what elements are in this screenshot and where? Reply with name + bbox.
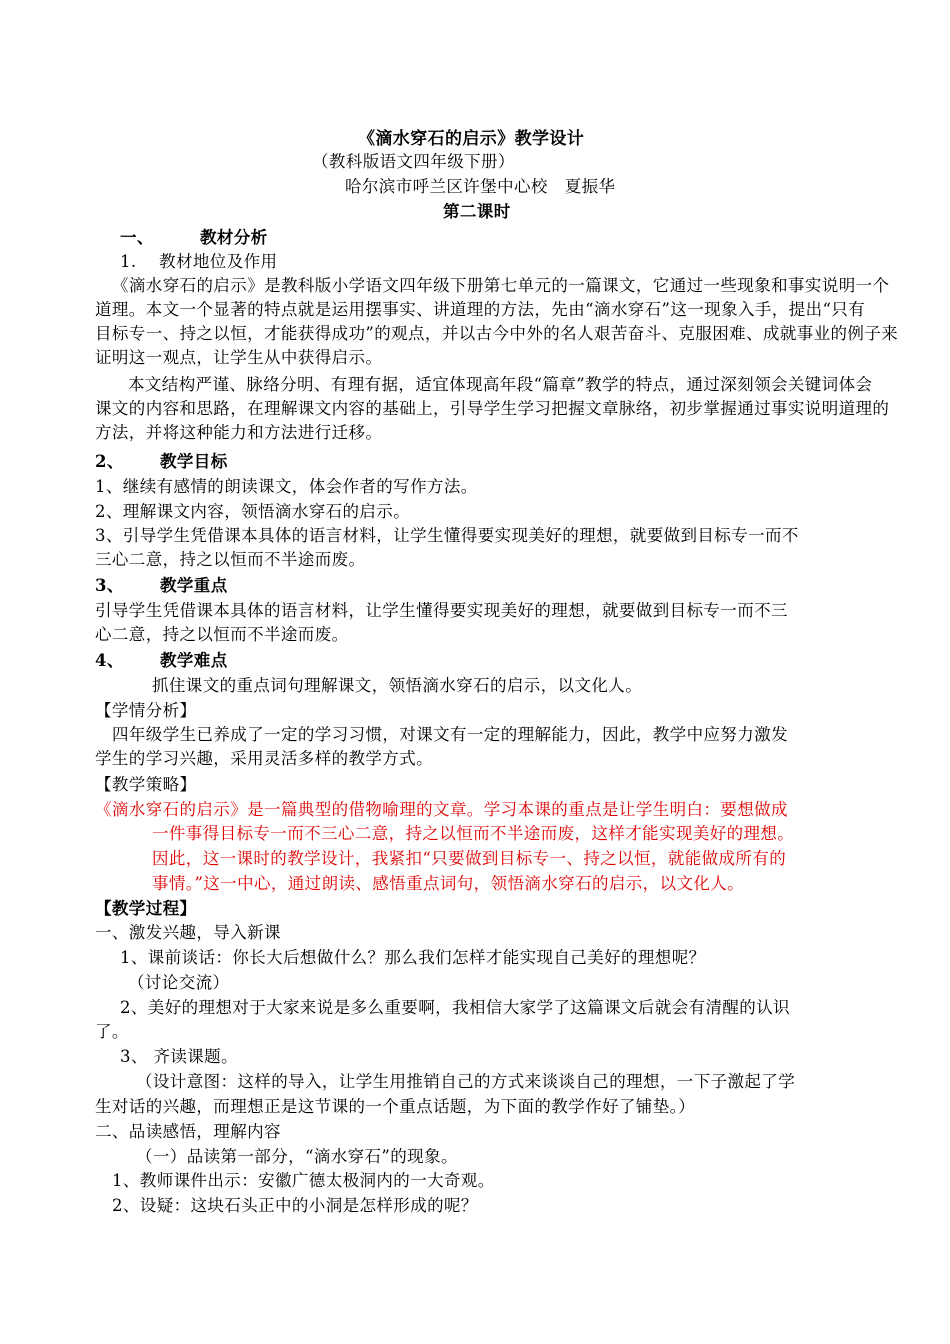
para1-line: 目标专一、持之以恒，才能获得成功”的观点，并以古今中外的名人艰苦奋斗、克服困难、成就事业的例子来: [95, 324, 899, 343]
strategy-line: 《滴水穿石的启示》是一篇典型的借物喻理的文章。学习本课的重点是让学生明白：要想做成: [95, 800, 788, 819]
design-intent: （设计意图：这样的导入，让学生用推销自己的方式来谈谈自己的理想，一下子激起了学: [136, 1072, 796, 1091]
para1-line: 《滴水穿石的启示》是教科版小学语文四年级下册第七单元的一篇课文，它通过一些现象和事实说明一个: [112, 276, 890, 295]
process-step: （讨论交流）: [128, 973, 230, 992]
lesson-label: 第二课时: [443, 202, 511, 221]
section4-number: 4、: [95, 651, 124, 670]
doc-title: 《滴水穿石的启示》教学设计: [358, 129, 585, 149]
difficulty-line: 抓住课文的重点词句理解课文，领悟滴水穿石的启示，以文化人。: [152, 676, 643, 695]
section1-subheading: 1. 教材地位及作用: [120, 252, 278, 271]
process-part2: 二、品读感悟，理解内容: [95, 1122, 281, 1141]
section1-number: 一、: [120, 228, 154, 247]
section3-heading: 教学重点: [160, 576, 228, 595]
goal-item: 2、理解课文内容，领悟滴水穿石的启示。: [95, 502, 411, 521]
doc-author: 哈尔滨市呼兰区许堡中心校 夏振华: [345, 177, 616, 196]
para2-line: 本文结构严谨、脉络分明、有理有据，适宜体现高年段“篇章”教学的特点，通过深刻领会关键词体会: [128, 375, 873, 394]
doc-subtitle: （教科版语文四年级下册）: [312, 152, 515, 171]
keypoint-line: 引导学生凭借课本具体的语言材料，让学生懂得要实现美好的理想，就要做到目标专一而不三: [95, 601, 788, 620]
process-step: 1、教师课件出示：安徽广德太极洞内的一大奇观。: [112, 1171, 495, 1190]
process-step: 2、美好的理想对于大家来说是多么重要啊，我相信大家学了这篇课文后就会有清醒的认识: [120, 998, 790, 1017]
process-step: 了。: [95, 1022, 129, 1041]
guocheng-heading: 【教学过程】: [95, 899, 197, 918]
para2-line: 课文的内容和思路，在理解课文内容的基础上，引导学生学习把握文章脉络，初步掌握通过事实说明道理的: [95, 399, 890, 418]
process-part1: 一、激发兴趣，导入新课: [95, 923, 281, 942]
para1-line: 道理。本文一个显著的特点就是运用摆事实、讲道理的方法，先由“滴水穿石”这一现象入手，提出“只有: [95, 300, 866, 319]
process-step: 3、 齐读课题。: [120, 1047, 238, 1066]
section2-number: 2、: [95, 452, 124, 471]
xueqing-line: 学生的学习兴趣，采用灵活多样的教学方式。: [95, 749, 433, 768]
process-step: 2、设疑：这块石头正中的小洞是怎样形成的呢？: [112, 1196, 478, 1215]
strategy-line: 一件事得目标专一而不三心二意，持之以恒而不半途而废，这样才能实现美好的理想。: [152, 824, 795, 843]
section4-heading: 教学难点: [160, 651, 228, 670]
para1-line: 证明这一观点，让学生从中获得启示。: [95, 348, 383, 367]
section2-heading: 教学目标: [160, 452, 228, 471]
section1-heading: 教材分析: [200, 228, 268, 247]
section3-number: 3、: [95, 576, 124, 595]
goal-item: 3、引导学生凭借课本具体的语言材料，让学生懂得要实现美好的理想，就要做到目标专一而不: [95, 526, 799, 545]
celue-heading: 【教学策略】: [95, 775, 197, 794]
process-step: 1、课前谈话：你长大后想做什么？那么我们怎样才能实现自己美好的理想呢？: [120, 948, 706, 967]
strategy-line: 因此，这一课时的教学设计，我紧扣“只要做到目标专一、持之以恒，就能做成所有的: [152, 849, 787, 868]
keypoint-line: 心二意，持之以恒而不半途而废。: [95, 625, 349, 644]
para2-line: 方法，并将这种能力和方法进行迁移。: [95, 423, 383, 442]
design-intent: 生对话的兴趣，而理想正是这节课的一个重点话题，为下面的教学作好了铺垫。）: [95, 1097, 696, 1116]
xueqing-heading: 【学情分析】: [95, 701, 197, 720]
strategy-line: 事情。”这一中心，通过朗读、感悟重点词句，领悟滴水穿石的启示，以文化人。: [152, 874, 745, 893]
goal-item: 三心二意，持之以恒而不半途而废。: [95, 550, 366, 569]
xueqing-line: 四年级学生已养成了一定的学习习惯，对课文有一定的理解能力，因此，教学中应努力激发: [112, 725, 788, 744]
process-subpart: （一）品读第一部分，“滴水穿石”的现象。: [136, 1147, 458, 1166]
goal-item: 1、继续有感情的朗读课文，体会作者的写作方法。: [95, 477, 478, 496]
